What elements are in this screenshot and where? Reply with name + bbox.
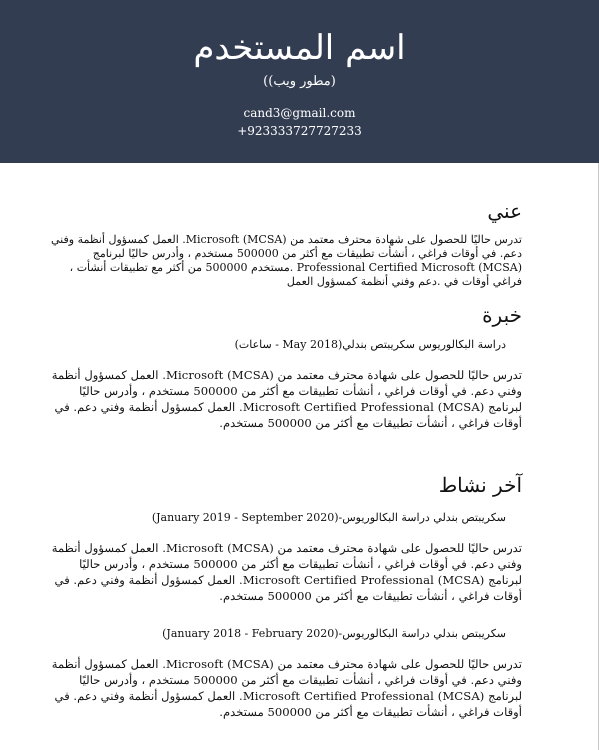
experience-title: خبرة [482,303,522,327]
about-title: عني [487,199,522,223]
experience-item-text: تدرس حاليًا للحصول على شهادة محترف معتمد من Microsoft (MCSA). العمل كمسؤول أنظمة وفني دعم. في أوقات فراغي ، أنشأت تطبيقات مع أكثر من 500000 مستخدم ، وأدرس حاليًا لبرنامج Microsoft Certified Professional (MCSA). العمل كمسؤول أنظمة وفني دعم. في أوقات فراغي ، أنشأت تطبيقات مع أكثر من 500000 مستخدم. [51,368,522,430]
user-email: cand3@gmail.com [243,106,356,120]
resume-header [0,0,599,163]
about-text: تدرس حاليًا للحصول على شهادة محترف معتمد من Microsoft (MCSA). العمل كمسؤول أنظمة وفني دعم. في أوقات فراغي ، أنشأت تطبيقات مع أكثر من 500000 مستخدم ، وأدرس حاليًا لبرنامج Professional Certified Microsoft (MCSA) .مستخدم 500000 من أكثر مع تطبيقات أنشأت ، فراغي أوقات في .دعم وفني أنظمة كمسؤول العمل [51,233,522,288]
resume-body [0,163,599,750]
activity-item-heading: سكريبتص بندلي دراسة البكالوريوس-(January 2018 - February 2020) [162,627,506,640]
activity-item-text: تدرس حاليًا للحصول على شهادة محترف معتمد من Microsoft (MCSA). العمل كمسؤول أنظمة وفني دعم. في أوقات فراغي ، أنشأت تطبيقات مع أكثر من 500000 مستخدم ، وأدرس حاليًا لبرنامج Microsoft Certified Professional (MCSA). العمل كمسؤول أنظمة وفني دعم. في أوقات فراغي ، أنشأت تطبيقات مع أكثر من 500000 مستخدم. [51,541,522,603]
user-role: ((مطور ويب) [263,74,336,89]
activity-item-heading: سكريبتص بندلي دراسة البكالوريوس-(January 2019 - September 2020) [151,511,506,524]
user-name: اسم المستخدم [193,28,406,68]
experience-item-heading: دراسة البكالوريوس سكريبتص بندلي(May 2018 - ساعات) [234,338,506,351]
activity-item-text: تدرس حاليًا للحصول على شهادة محترف معتمد من Microsoft (MCSA). العمل كمسؤول أنظمة وفني دعم. في أوقات فراغي ، أنشأت تطبيقات مع أكثر من 500000 مستخدم ، وأدرس حاليًا لبرنامج Microsoft Certified Professional (MCSA). العمل كمسؤول أنظمة وفني دعم. في أوقات فراغي ، أنشأت تطبيقات مع أكثر من 500000 مستخدم. [51,657,522,719]
activity-title: آخر نشاط [438,473,522,497]
user-phone: +923333727727233 [237,124,362,138]
